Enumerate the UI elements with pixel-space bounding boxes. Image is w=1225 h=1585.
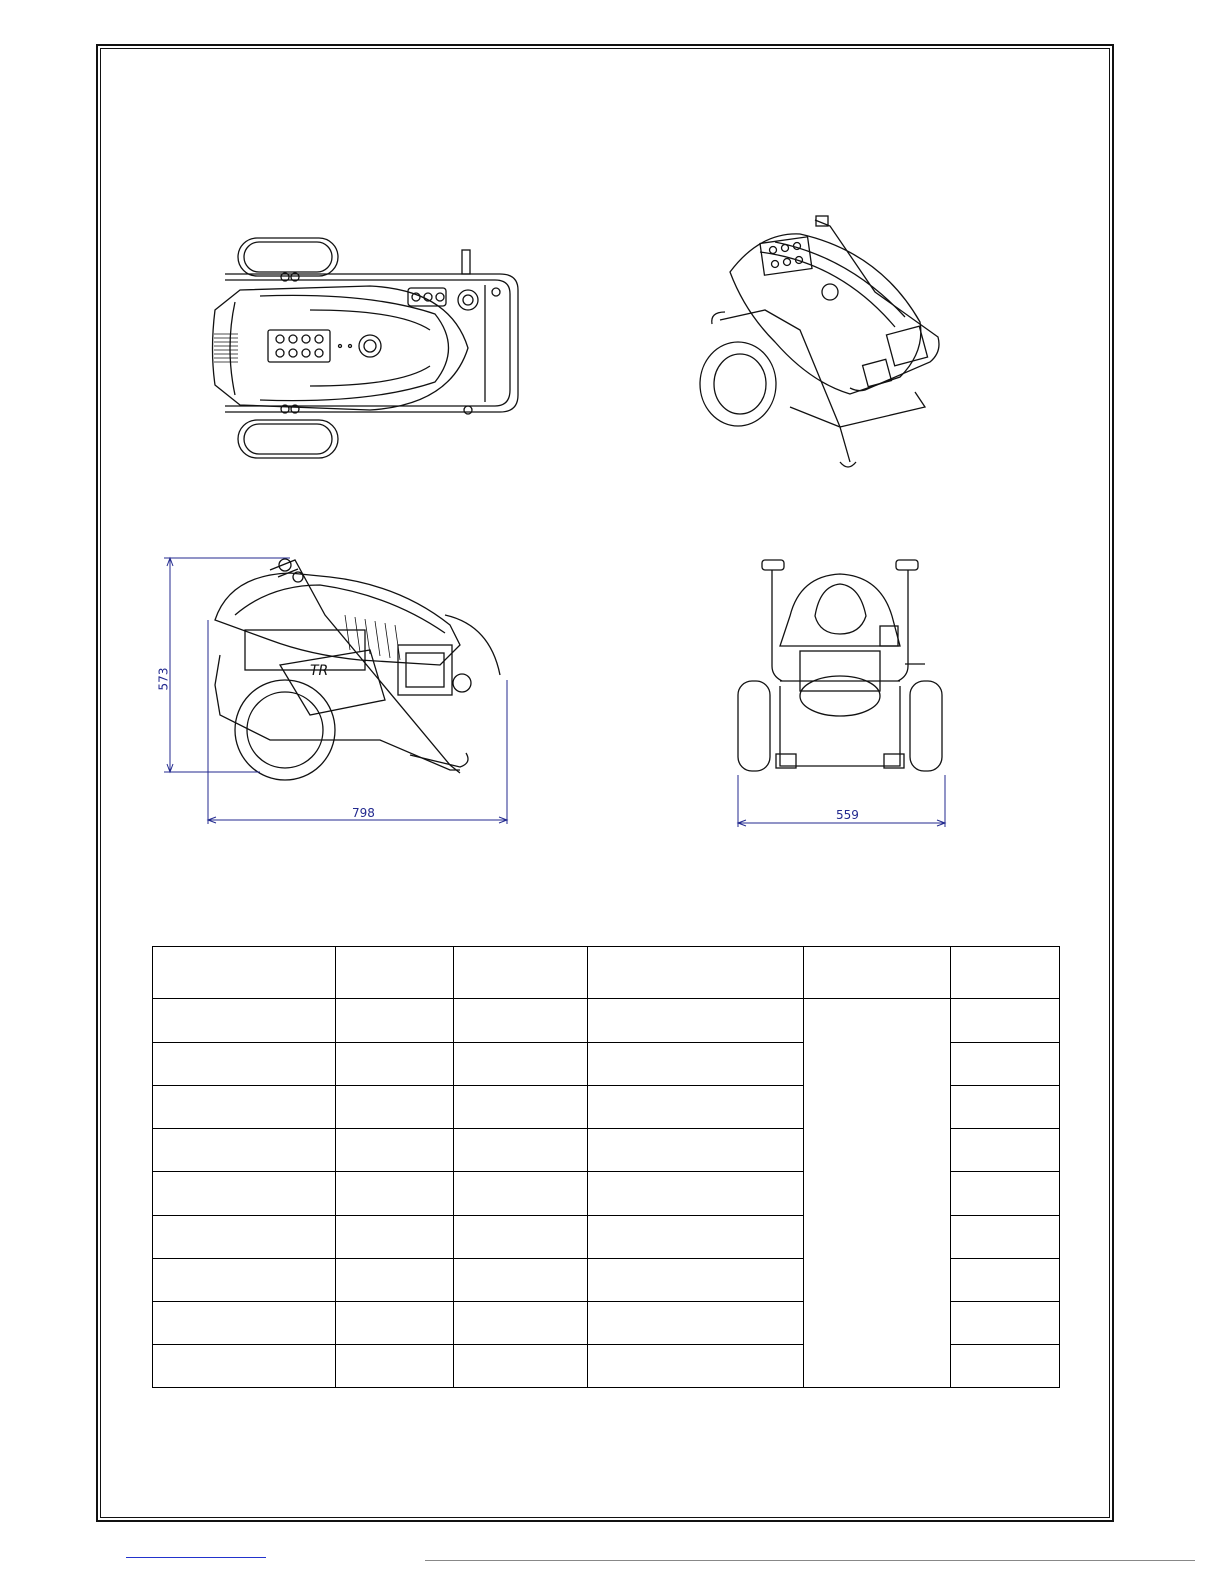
- table-cell: [336, 1086, 454, 1129]
- table-cell: [454, 1086, 588, 1129]
- table-cell: [588, 1258, 804, 1301]
- table-cell: [951, 1344, 1060, 1387]
- table-cell: [951, 1301, 1060, 1344]
- table-cell: [951, 999, 1060, 1043]
- table-merged-cell: [804, 999, 951, 1388]
- table-cell: [153, 1086, 336, 1129]
- table-cell: [153, 1043, 336, 1086]
- table-cell: [153, 1258, 336, 1301]
- table-header-cell: [804, 947, 951, 999]
- specification-table: [152, 946, 1060, 1388]
- side-view-dimensions: [150, 550, 520, 830]
- front-view-drawing: [730, 556, 950, 776]
- table-cell: [153, 999, 336, 1043]
- table-cell: [454, 1172, 588, 1215]
- table-cell: [153, 1344, 336, 1387]
- table-cell: [336, 999, 454, 1043]
- table-cell: [588, 1215, 804, 1258]
- table-cell: [454, 1215, 588, 1258]
- table-cell: [336, 1301, 454, 1344]
- table-cell: [153, 1215, 336, 1258]
- table-cell: [951, 1086, 1060, 1129]
- table-cell: [336, 1215, 454, 1258]
- table-cell: [951, 1129, 1060, 1172]
- table-cell: [454, 1129, 588, 1172]
- table-cell: [454, 1043, 588, 1086]
- front-view-dimensions: [730, 775, 955, 835]
- table-cell: [951, 1172, 1060, 1215]
- table-cell: [336, 1344, 454, 1387]
- table-cell: [454, 1258, 588, 1301]
- table-header-row: [153, 947, 1060, 999]
- length-dimension-label: 798: [352, 806, 375, 820]
- table-row: [153, 999, 1060, 1043]
- table-cell: [588, 999, 804, 1043]
- table-cell: [336, 1129, 454, 1172]
- table-cell: [454, 1344, 588, 1387]
- table-header-cell: [454, 947, 588, 999]
- table-cell: [588, 1301, 804, 1344]
- table-cell: [588, 1172, 804, 1215]
- table-header-cell: [588, 947, 804, 999]
- table-cell: [153, 1301, 336, 1344]
- table-cell: [951, 1258, 1060, 1301]
- table-cell: [153, 1129, 336, 1172]
- table-cell: [951, 1215, 1060, 1258]
- table-header-cell: [951, 947, 1060, 999]
- table-header-cell: [336, 947, 454, 999]
- table-cell: [951, 1043, 1060, 1086]
- table-cell: [336, 1258, 454, 1301]
- table-cell: [588, 1086, 804, 1129]
- table-cell: [336, 1172, 454, 1215]
- table-cell: [588, 1129, 804, 1172]
- table-cell: [588, 1344, 804, 1387]
- table-cell: [454, 999, 588, 1043]
- table-cell: [153, 1172, 336, 1215]
- footer-rule: [425, 1560, 1195, 1561]
- height-dimension-label: 573: [156, 667, 171, 691]
- table-header-cell: [153, 947, 336, 999]
- width-dimension-label: 559: [836, 808, 859, 822]
- top-view-drawing: [200, 230, 530, 465]
- svg-text:TR: TR: [310, 663, 329, 679]
- table-cell: [588, 1043, 804, 1086]
- isometric-view-drawing: [690, 212, 970, 474]
- table-cell: [454, 1301, 588, 1344]
- table-cell: [336, 1043, 454, 1086]
- footer-link-underline: [126, 1557, 266, 1558]
